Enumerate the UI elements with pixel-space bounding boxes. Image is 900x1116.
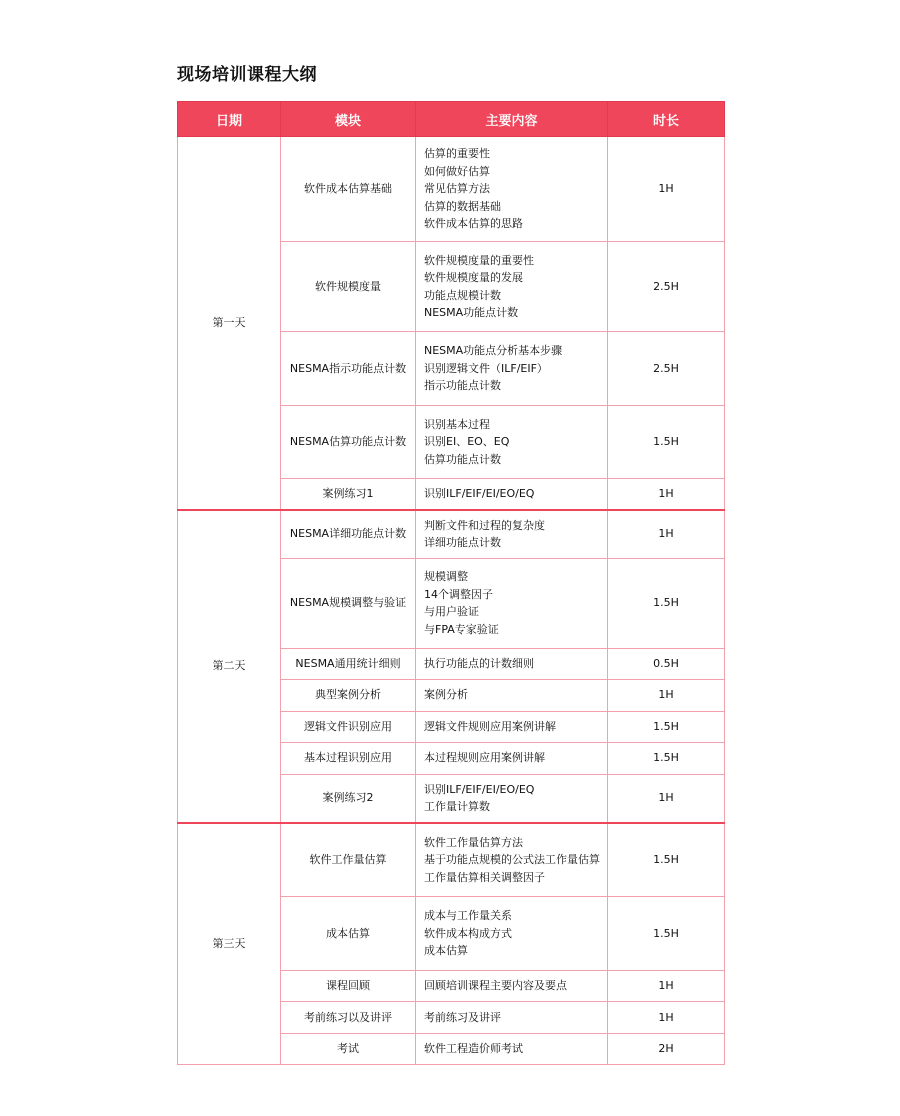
duration-cell: 1H bbox=[608, 679, 725, 711]
content-line: 逻辑文件规则应用案例讲解 bbox=[424, 719, 556, 733]
content-cell bbox=[416, 242, 608, 332]
duration-cell: 1H bbox=[608, 774, 725, 823]
content-line: 识别基本过程 bbox=[424, 417, 490, 431]
content-cell bbox=[416, 332, 608, 406]
module-cell: 案例练习2 bbox=[281, 774, 416, 823]
duration-cell: 1H bbox=[608, 1002, 725, 1034]
module-cell: 案例练习1 bbox=[281, 479, 416, 510]
content-line: 指示功能点计数 bbox=[424, 379, 501, 393]
module-cell: 软件成本估算基础 bbox=[281, 137, 416, 242]
content-line: 执行功能点的计数细则 bbox=[424, 656, 534, 670]
content-line: 软件成本构成方式 bbox=[424, 926, 512, 940]
content-cell bbox=[416, 897, 608, 971]
module-cell: 软件规模度量 bbox=[281, 242, 416, 332]
table-body bbox=[178, 137, 725, 1065]
duration-cell: 2.5H bbox=[608, 242, 725, 332]
module-cell: NESMA指示功能点计数 bbox=[281, 332, 416, 406]
module-cell: NESMA详细功能点计数 bbox=[281, 510, 416, 559]
content-line: NESMA功能点计数 bbox=[424, 306, 519, 319]
content-line: 软件成本估算的思路 bbox=[424, 217, 523, 231]
duration-cell: 1H bbox=[608, 510, 725, 559]
content-line: 规模调整 bbox=[424, 570, 468, 583]
duration-cell: 1H bbox=[608, 137, 725, 242]
content-line: 与用户验证 bbox=[424, 605, 479, 618]
content-line: 功能点规模计数 bbox=[424, 288, 501, 302]
content-line: 识别逻辑文件（ILF/EIF） bbox=[424, 361, 548, 375]
table-row bbox=[178, 510, 725, 559]
content-line: 案例分析 bbox=[424, 688, 468, 702]
duration-cell: 2H bbox=[608, 1034, 725, 1065]
content-line: 判断文件和过程的复杂度 bbox=[424, 518, 545, 532]
content-line: 识别ILF/EIF/EI/EO/EQ bbox=[424, 487, 535, 500]
content-line: 估算的数据基础 bbox=[424, 199, 501, 213]
module-cell: 典型案例分析 bbox=[281, 679, 416, 711]
course-outline-table bbox=[177, 101, 725, 1065]
module-cell: 软件工作量估算 bbox=[281, 823, 416, 897]
content-cell bbox=[416, 742, 608, 774]
content-line: 常见估算方法 bbox=[424, 182, 490, 196]
content-line: 与FPA专家验证 bbox=[424, 622, 499, 636]
page-title: 现场培训课程大纲 bbox=[177, 65, 317, 85]
content-line: 估算功能点计数 bbox=[424, 452, 501, 466]
table-header-row bbox=[178, 102, 725, 137]
duration-cell: 0.5H bbox=[608, 648, 725, 679]
header-date: 日期 bbox=[178, 102, 281, 137]
module-cell: 考前练习以及讲评 bbox=[281, 1002, 416, 1034]
content-line: 14个调整因子 bbox=[424, 587, 493, 601]
content-line: 软件工作量估算方法 bbox=[424, 835, 523, 849]
module-cell: 课程回顾 bbox=[281, 971, 416, 1002]
content-line: 详细功能点计数 bbox=[424, 536, 501, 549]
duration-cell: 1.5H bbox=[608, 711, 725, 742]
content-cell bbox=[416, 406, 608, 479]
duration-cell: 1.5H bbox=[608, 558, 725, 648]
content-line: 估算的重要性 bbox=[424, 147, 490, 161]
duration-cell: 1.5H bbox=[608, 406, 725, 479]
day-cell: 第一天 bbox=[178, 137, 281, 510]
module-cell: NESMA估算功能点计数 bbox=[281, 406, 416, 479]
duration-cell: 1.5H bbox=[608, 742, 725, 774]
content-cell bbox=[416, 774, 608, 823]
module-cell: 考试 bbox=[281, 1034, 416, 1065]
content-line: 识别ILF/EIF/EI/EO/EQ bbox=[424, 782, 535, 796]
content-cell bbox=[416, 479, 608, 510]
table-row bbox=[178, 823, 725, 897]
content-line: 工作量计算数 bbox=[424, 800, 490, 813]
content-cell bbox=[416, 679, 608, 711]
content-cell bbox=[416, 1034, 608, 1065]
content-cell bbox=[416, 510, 608, 559]
module-cell: 成本估算 bbox=[281, 897, 416, 971]
module-cell: NESMA规模调整与验证 bbox=[281, 558, 416, 648]
content-line: 考前练习及讲评 bbox=[424, 1010, 501, 1024]
duration-cell: 1.5H bbox=[608, 897, 725, 971]
content-line: 如何做好估算 bbox=[424, 164, 490, 178]
content-line: 回顾培训课程主要内容及要点 bbox=[424, 979, 567, 993]
content-cell bbox=[416, 711, 608, 742]
content-line: 软件规模度量的发展 bbox=[424, 271, 523, 284]
table-row bbox=[178, 137, 725, 242]
duration-cell: 1H bbox=[608, 479, 725, 510]
module-cell: 基本过程识别应用 bbox=[281, 742, 416, 774]
duration-cell: 1H bbox=[608, 971, 725, 1002]
content-line: 基于功能点规模的公式法工作量估算 bbox=[424, 853, 600, 866]
day-cell: 第二天 bbox=[178, 510, 281, 823]
header-content: 主要内容 bbox=[416, 102, 608, 137]
content-cell bbox=[416, 648, 608, 679]
module-cell: 逻辑文件识别应用 bbox=[281, 711, 416, 742]
content-cell bbox=[416, 1002, 608, 1034]
content-line: 成本估算 bbox=[424, 944, 468, 958]
content-line: 软件规模度量的重要性 bbox=[424, 253, 534, 267]
content-cell bbox=[416, 558, 608, 648]
content-line: 成本与工作量关系 bbox=[424, 909, 512, 923]
duration-cell: 1.5H bbox=[608, 823, 725, 897]
header-module: 模块 bbox=[281, 102, 416, 137]
content-line: 软件工程造价师考试 bbox=[424, 1042, 523, 1056]
content-cell bbox=[416, 823, 608, 897]
content-line: 工作量估算相关调整因子 bbox=[424, 870, 545, 884]
day-cell: 第三天 bbox=[178, 823, 281, 1065]
content-line: NESMA功能点分析基本步骤 bbox=[424, 344, 563, 358]
duration-cell: 2.5H bbox=[608, 332, 725, 406]
header-duration: 时长 bbox=[608, 102, 725, 137]
content-cell bbox=[416, 971, 608, 1002]
content-cell bbox=[416, 137, 608, 242]
content-line: 识别EI、EO、EQ bbox=[424, 435, 510, 449]
module-cell: NESMA通用统计细则 bbox=[281, 648, 416, 679]
content-line: 本过程规则应用案例讲解 bbox=[424, 751, 545, 765]
